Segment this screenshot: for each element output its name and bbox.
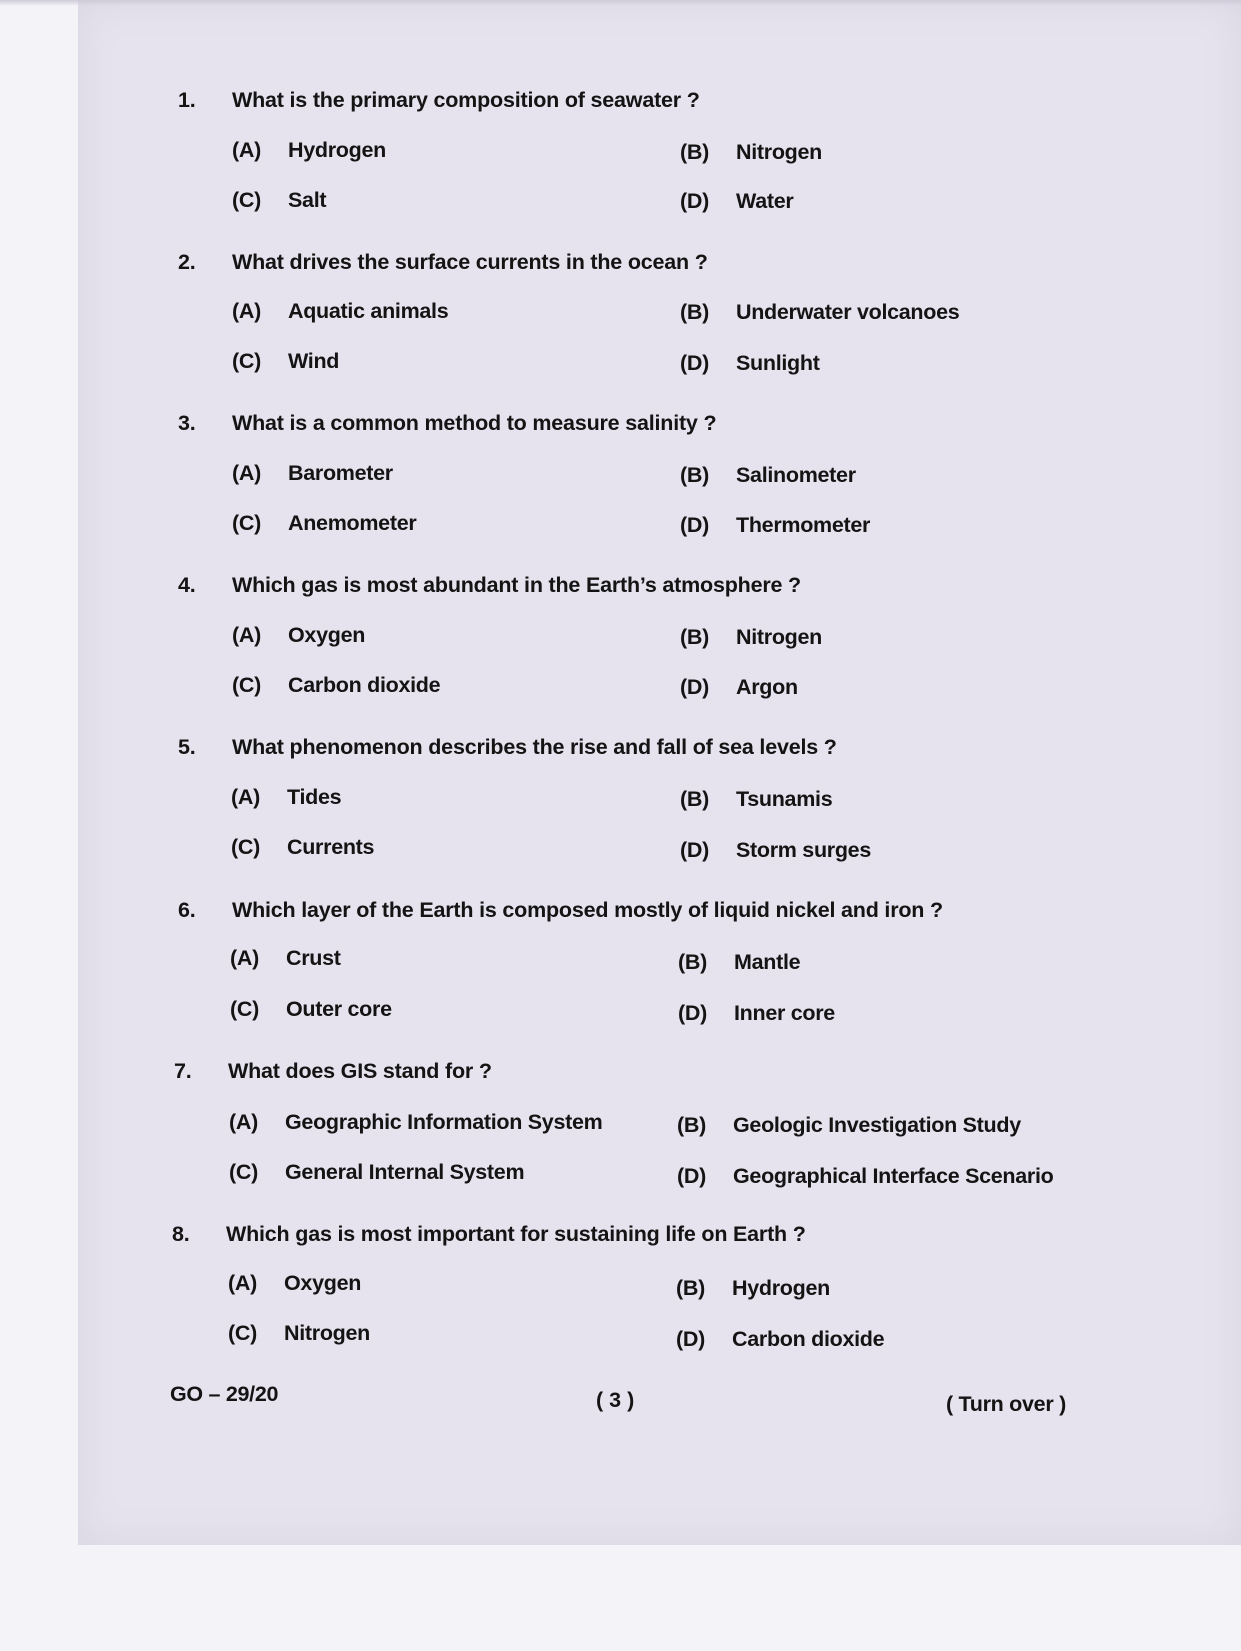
option-c: [228, 1321, 370, 1346]
booklet-code: GO – 29/20: [170, 1382, 279, 1406]
option-text: Currents: [287, 835, 375, 859]
question-stem: [178, 88, 1098, 118]
page-number: ( 3 ): [596, 1388, 635, 1412]
option-letter: (C): [228, 1321, 257, 1345]
option-letter: (B): [680, 300, 709, 324]
option-letter: (C): [232, 188, 261, 212]
question-number: 8.: [172, 1222, 190, 1246]
question-5: [178, 735, 1098, 765]
option-letter: (D): [680, 513, 709, 537]
option-letter: (D): [680, 189, 709, 213]
option-a: [232, 623, 365, 648]
option-c: [232, 511, 416, 536]
option-text: Outer core: [286, 997, 392, 1021]
option-text: Nitrogen: [736, 625, 822, 649]
question-text: Which gas is most important for sustaining life on Earth ?: [226, 1222, 806, 1246]
option-d: [680, 351, 820, 376]
option-c: [232, 349, 339, 374]
option-letter: (B): [680, 787, 709, 811]
option-letter: (B): [680, 625, 709, 649]
question-stem: [178, 573, 1098, 603]
option-text: Crust: [286, 946, 341, 970]
question-8: [172, 1222, 1092, 1252]
option-b: [680, 300, 959, 325]
option-d: [677, 1164, 1054, 1189]
option-text: Geologic Investigation Study: [733, 1113, 1021, 1137]
option-letter: (D): [680, 838, 709, 862]
option-text: Geographical Interface Scenario: [733, 1164, 1054, 1188]
option-text: Oxygen: [284, 1271, 362, 1295]
question-number: 3.: [178, 411, 196, 435]
option-text: Aquatic animals: [288, 299, 449, 323]
option-d: [680, 189, 793, 214]
turn-over-label: ( Turn over ): [946, 1392, 1066, 1416]
option-text: Hydrogen: [288, 138, 386, 162]
option-a: [229, 1110, 602, 1135]
option-d: [676, 1327, 884, 1352]
option-a: [228, 1271, 361, 1296]
option-letter: (A): [232, 461, 261, 485]
option-letter: (C): [232, 349, 261, 373]
option-text: Geographic Information System: [285, 1110, 603, 1134]
question-text: Which gas is most abundant in the Earth’s atmosphere ?: [232, 573, 801, 597]
option-letter: (A): [232, 623, 261, 647]
option-letter: (C): [231, 835, 260, 859]
option-b: [680, 787, 832, 812]
option-letter: (D): [680, 675, 709, 699]
option-b: [680, 463, 856, 488]
option-text: Inner core: [734, 1001, 835, 1025]
option-a: [232, 138, 386, 163]
option-text: Barometer: [288, 461, 393, 485]
option-text: Anemometer: [288, 511, 417, 535]
option-text: Wind: [288, 349, 340, 373]
question-text: What does GIS stand for ?: [228, 1059, 492, 1083]
question-stem: [174, 1059, 1094, 1089]
question-stem: [178, 735, 1098, 765]
option-letter: (C): [232, 673, 261, 697]
option-d: [680, 838, 871, 863]
question-text: What phenomenon describes the rise and fall of sea levels ?: [232, 735, 837, 759]
option-text: Thermometer: [736, 513, 871, 537]
option-letter: (A): [232, 299, 261, 323]
question-stem: [172, 1222, 1092, 1252]
option-text: Argon: [736, 675, 798, 699]
option-d: [680, 675, 798, 700]
option-letter: (D): [676, 1327, 705, 1351]
question-number: 5.: [178, 735, 196, 759]
question-1: [178, 88, 1098, 118]
question-6: [178, 898, 1098, 928]
question-number: 6.: [178, 898, 196, 922]
option-b: [680, 625, 822, 650]
question-text: What is the primary composition of seawater ?: [232, 88, 700, 112]
option-letter: (A): [228, 1271, 257, 1295]
question-number: 1.: [178, 88, 196, 112]
option-text: Nitrogen: [284, 1321, 370, 1345]
option-letter: (A): [229, 1110, 258, 1134]
option-d: [678, 1001, 835, 1026]
option-b: [676, 1276, 830, 1301]
option-letter: (D): [678, 1001, 707, 1025]
paper-sheet: [78, 0, 1241, 1545]
question-text: What drives the surface currents in the ocean ?: [232, 250, 708, 274]
paper-top-edge: [0, 0, 1241, 6]
option-a: [231, 785, 341, 810]
option-text: General Internal System: [285, 1160, 525, 1184]
option-text: Hydrogen: [732, 1276, 830, 1300]
option-text: Nitrogen: [736, 140, 822, 164]
question-2: [178, 250, 1098, 280]
option-text: Tides: [287, 785, 342, 809]
option-c: [230, 997, 392, 1022]
option-letter: (A): [232, 138, 261, 162]
option-letter: (D): [677, 1164, 706, 1188]
option-letter: (D): [680, 351, 709, 375]
option-a: [232, 299, 448, 324]
question-3: [178, 411, 1098, 441]
option-text: Salt: [288, 188, 327, 212]
option-a: [232, 461, 393, 486]
option-letter: (B): [680, 140, 709, 164]
option-text: Water: [736, 189, 794, 213]
question-7: [174, 1059, 1094, 1089]
option-c: [229, 1160, 524, 1185]
option-c: [232, 673, 440, 698]
question-number: 7.: [174, 1059, 192, 1083]
option-letter: (A): [231, 785, 260, 809]
option-text: Salinometer: [736, 463, 856, 487]
option-letter: (C): [230, 997, 259, 1021]
question-stem: [178, 411, 1098, 441]
question-stem: [178, 250, 1098, 280]
option-text: Oxygen: [288, 623, 366, 647]
option-b: [677, 1113, 1021, 1138]
question-text: What is a common method to measure salinity ?: [232, 411, 717, 435]
option-text: Sunlight: [736, 351, 820, 375]
option-text: Mantle: [734, 950, 801, 974]
option-d: [680, 513, 870, 538]
option-text: Carbon dioxide: [288, 673, 441, 697]
option-c: [231, 835, 374, 860]
option-text: Underwater volcanoes: [736, 300, 960, 324]
option-a: [230, 946, 341, 971]
question-stem: [178, 898, 1098, 928]
option-b: [680, 140, 822, 165]
option-b: [678, 950, 800, 975]
question-4: [178, 573, 1098, 603]
option-letter: (C): [232, 511, 261, 535]
option-text: Storm surges: [736, 838, 871, 862]
option-letter: (B): [678, 950, 707, 974]
option-text: Tsunamis: [736, 787, 833, 811]
option-text: Carbon dioxide: [732, 1327, 885, 1351]
question-number: 2.: [178, 250, 196, 274]
question-text: Which layer of the Earth is composed mostly of liquid nickel and iron ?: [232, 898, 943, 922]
option-letter: (B): [680, 463, 709, 487]
option-letter: (A): [230, 946, 259, 970]
option-letter: (B): [676, 1276, 705, 1300]
question-number: 4.: [178, 573, 196, 597]
option-letter: (B): [677, 1113, 706, 1137]
option-c: [232, 188, 326, 213]
option-letter: (C): [229, 1160, 258, 1184]
